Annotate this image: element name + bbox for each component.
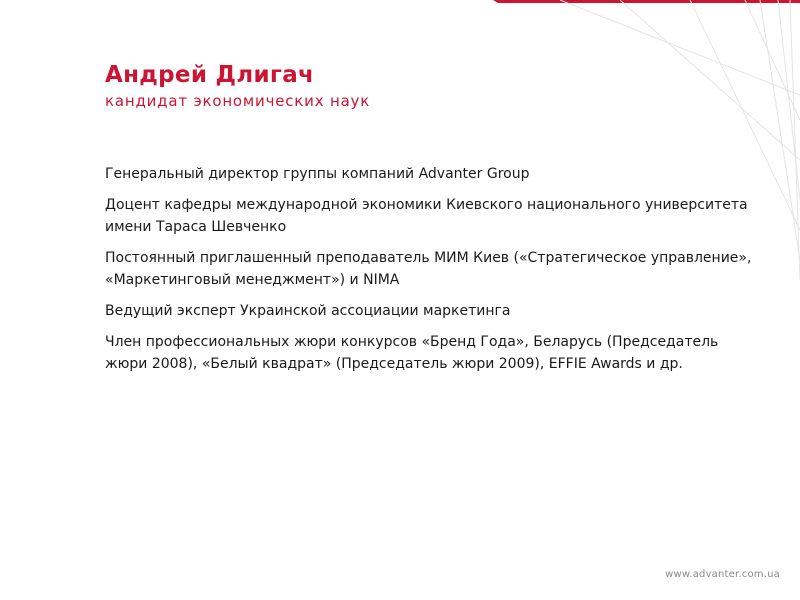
list-item: Постоянный приглашенный преподаватель МИМ Киев («Стратегическое управление», «Маркетинговый менеджмент») и NIMA	[105, 250, 752, 288]
footer-url: www.advanter.com.ua	[665, 569, 780, 580]
list-item: Генеральный директор группы компаний Advanter Group	[105, 166, 530, 182]
list-item: Член профессиональных жюри конкурсов «Бренд Года», Беларусь (Председатель жюри 2008), «Белый квадрат» (Председатель жюри 2009), EFFIE Awards и др.	[105, 334, 719, 372]
list-item: Доцент кафедры международной экономики Киевского национального университета имени Тараса Шевченко	[105, 197, 748, 235]
title-block	[105, 60, 370, 112]
person-name: Андрей Длигач	[105, 62, 315, 88]
red-corner-stripe	[493, 0, 800, 3]
bio-list	[105, 163, 755, 384]
academic-degree: кандидат экономических наук	[105, 92, 371, 110]
list-item: Ведущий эксперт Украинской ассоциации маркетинга	[105, 303, 511, 319]
